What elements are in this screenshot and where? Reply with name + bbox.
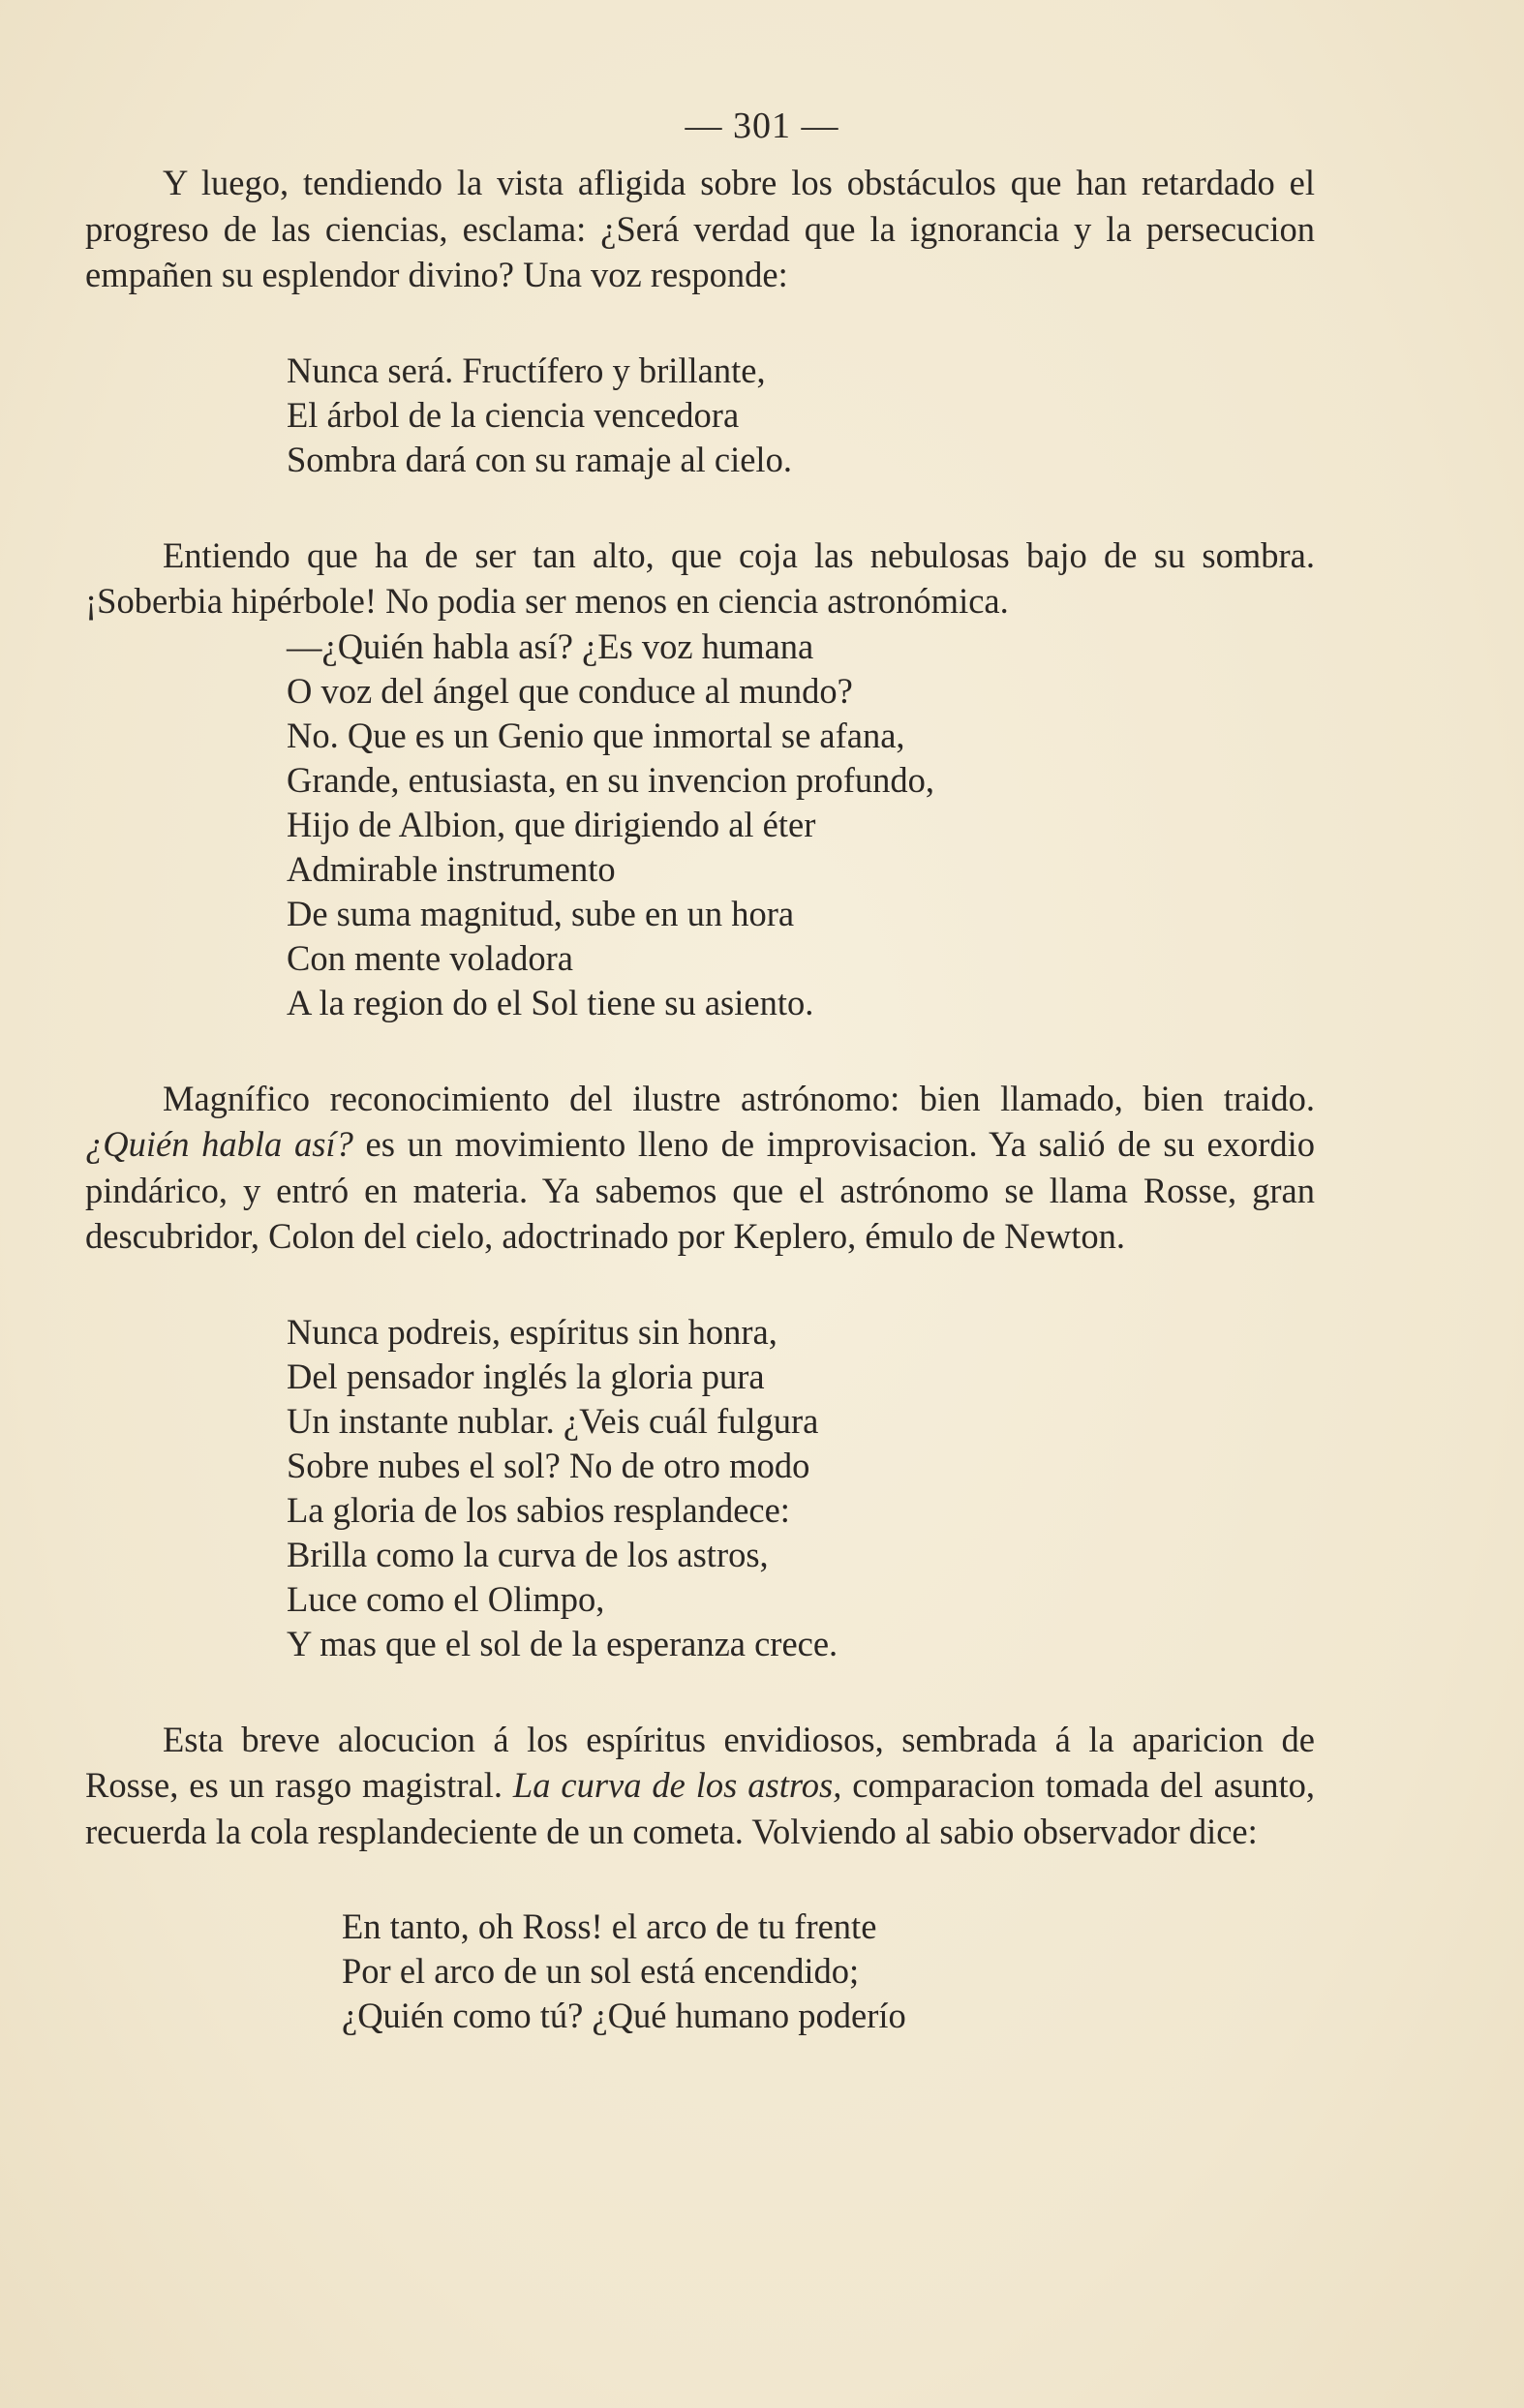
verse-2 — [85, 625, 1315, 1025]
verse-line: El árbol de la ciencia vencedora — [287, 394, 740, 435]
verse-line: Grande, entusiasta, en su invencion profundo, — [287, 759, 934, 800]
verse-line: Y mas que el sol de la esperanza crece. — [287, 1623, 838, 1663]
verse-line: De suma magnitud, sube en un hora — [287, 893, 795, 933]
verse-line: Nunca será. Fructífero y brillante, — [287, 350, 766, 390]
verse-line: Por el arco de un sol está encendido; — [342, 1951, 860, 1991]
verse-line: Sombra dará con su ramaje al cielo. — [287, 439, 792, 479]
verse-line: —¿Quién habla así? ¿Es voz humana — [287, 625, 814, 666]
verse-line: La gloria de los sabios resplandece: — [287, 1489, 790, 1530]
verse-line: Del pensador inglés la gloria pura — [287, 1356, 765, 1396]
paragraph-text: es un movimiento lleno de improvisacion. Ya salió de su exordio pindárico, y entró en materia. Ya sabemos que el astrónomo se llama Rosse, gran descubridor, Colon del cielo, adoctrinado por Keplero, émulo de Newton. — [85, 1124, 1315, 1256]
text-column — [85, 160, 1315, 2038]
paragraph-1: Y luego, tendiendo la vista afligida sobre los obstáculos que han retardado el progreso de las ciencias, esclama: ¿Será verdad que la ignorancia y la persecucion empañen su esplendor divino? Una voz responde: — [85, 163, 1315, 294]
paragraph-2: Entiendo que ha de ser tan alto, que coja las nebulosas bajo de su sombra. ¡Soberbia hipérbole! No podia ser menos en ciencia astronómica. — [85, 534, 1315, 621]
paragraph-text: comparacion tomada del asunto, recuerda la cola resplandeciente de un cometa. Volviendo al sabio observador dice: — [85, 1765, 1315, 1851]
paragraph-3 — [85, 1076, 1315, 1260]
verse-line: Brilla como la curva de los astros, — [287, 1534, 769, 1574]
verse-line: Nunca podreis, espíritus sin honra, — [287, 1311, 777, 1352]
verse-line: Con mente voladora — [287, 937, 573, 978]
verse-line: No. Que es un Genio que inmortal se afana, — [287, 715, 905, 755]
paragraph-4 — [85, 1717, 1315, 1855]
paragraph-text: Esta breve alocucion á los espíritus envidiosos, sembrada á la aparicion de Rosse, es un rasgo magistral. — [85, 1719, 1315, 1805]
verse-line: Admirable instrumento — [287, 848, 616, 889]
verse-4 — [85, 1905, 1315, 2038]
verse-line: A la region do el Sol tiene su asiento. — [287, 982, 814, 1022]
verse-line: Un instante nublar. ¿Veis cuál fulgura — [287, 1400, 819, 1441]
verse-line: Sobre nubes el sol? No de otro modo — [287, 1445, 810, 1485]
verse-line: Luce como el Olimpo, — [287, 1578, 605, 1619]
verse-line: ¿Quién como tú? ¿Qué humano poderío — [342, 1996, 906, 2035]
page-number: — 301 — — [685, 106, 839, 146]
paragraph-italic: ¿Quién habla así? — [85, 1124, 353, 1164]
verse-line: En tanto, oh Ross! el arco de tu frente — [342, 1906, 877, 1946]
paragraph-text: Magnífico reconocimiento del ilustre astrónomo: bien llamado, bien traido. — [163, 1078, 1315, 1118]
verse-3 — [85, 1310, 1315, 1666]
verse-1 — [85, 349, 1315, 482]
verse-line: O voz del ángel que conduce al mundo? — [287, 670, 853, 711]
verse-line: Hijo de Albion, que dirigiendo al éter — [287, 804, 816, 844]
paragraph-italic: La curva de los astros, — [512, 1765, 842, 1805]
